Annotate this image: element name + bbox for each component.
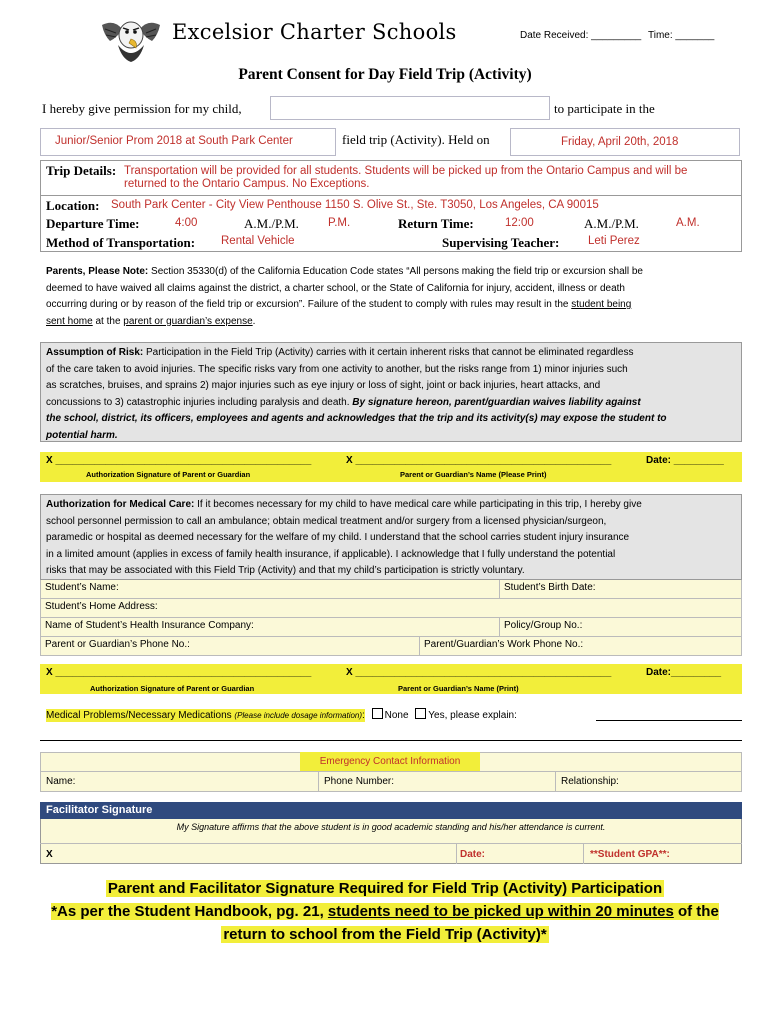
footer-line-2 xyxy=(0,903,770,920)
emergency-col-2 xyxy=(555,771,556,792)
return-label: Return Time: xyxy=(398,216,474,231)
facilitator-signature[interactable]: X xyxy=(46,849,53,860)
held-on-label: field trip (Activity). Held on xyxy=(342,132,490,147)
medical-problems-colon: : xyxy=(362,710,365,721)
facilitator-col-2 xyxy=(583,843,584,864)
emergency-name[interactable]: Name: xyxy=(46,776,76,787)
footer-line-3 xyxy=(0,926,770,943)
medical-text-3: paramedic or hospital as deemed necessary for the welfare of my child. I understand that the school carries student injury insurance xyxy=(46,532,630,543)
work-phone-label: Parent/Guardian’s Work Phone No.: xyxy=(424,639,584,650)
event-field[interactable] xyxy=(40,128,336,156)
medical-text-4: in a limited amount (applies in excess of family health insurance, if applicable). I acknowledge that I fully understand the potential xyxy=(46,548,616,560)
emergency-relationship[interactable]: Relationship: xyxy=(561,776,619,787)
facilitator-divider xyxy=(40,843,742,844)
parent-signature-1[interactable]: X ______________________________________________ xyxy=(46,455,312,466)
none-label: None xyxy=(384,710,409,721)
parent-name-caption-1: Parent or Guardian’s Name (Please Print) xyxy=(400,470,547,479)
note-text-4-mid: at the xyxy=(92,315,124,327)
explain-line-2[interactable] xyxy=(40,740,742,741)
trip-date-field[interactable] xyxy=(510,128,740,156)
note-text-2: deemed to have waived all claims against the district, a charter school, or the State of California for injury, accident, illness or death xyxy=(46,282,625,294)
medical-authorization xyxy=(46,497,740,580)
work-phone-field[interactable] xyxy=(420,637,742,656)
trip-details-line1: Transportation will be provided for all students. Students will be picked up from the Ontario Campus and will be xyxy=(124,165,688,177)
footer-line-2-underline: students need to be picked up within 20 minutes xyxy=(327,903,674,920)
risk-text-6-bold: potential harm. xyxy=(46,429,118,441)
note-text-4-underline-2: parent or guardian’s expense xyxy=(123,315,253,327)
teacher-label: Supervising Teacher: xyxy=(442,235,560,250)
return-value[interactable]: 12:00 xyxy=(505,217,534,229)
trip-info-box xyxy=(40,196,742,252)
transport-label: Method of Transportation: xyxy=(46,235,196,250)
none-checkbox[interactable] xyxy=(372,708,383,719)
birth-date-label: Student’s Birth Date: xyxy=(504,582,596,593)
insurance-field[interactable] xyxy=(40,618,500,637)
location-label: Location: xyxy=(46,198,100,213)
footer-line-1 xyxy=(0,880,770,897)
time-label: Time: _______ xyxy=(647,30,715,41)
emergency-title: Emergency Contact Information xyxy=(300,752,480,771)
date-received-label: Date Received: _________ xyxy=(520,30,642,41)
return-ampm-label: A.M./P.M. xyxy=(584,216,639,231)
parent-name-1[interactable]: X ______________________________________________ xyxy=(346,455,612,466)
parent-name-caption-2: Parent or Guardian’s Name (Print) xyxy=(398,684,519,693)
parent-signature-caption-1: Authorization Signature of Parent or Guardian xyxy=(86,470,251,479)
parent-signature-2[interactable]: X ______________________________________________ xyxy=(46,667,312,678)
medical-label: Authorization for Medical Care: xyxy=(46,499,195,510)
insurance-label: Name of Student’s Health Insurance Company: xyxy=(45,620,254,631)
medical-problems-hint: (Please include dosage information) xyxy=(234,711,363,720)
facilitator-col-1 xyxy=(456,843,457,864)
risk-text-4: concussions to 3) catastrophic injuries including paralysis and death. xyxy=(46,396,353,408)
trip-date-value: Friday, April 20th, 2018 xyxy=(561,136,679,148)
guardian-phone-field[interactable] xyxy=(40,637,420,656)
student-name-field[interactable] xyxy=(40,580,500,599)
transport-value[interactable]: Rental Vehicle xyxy=(221,235,295,247)
teacher-value[interactable]: Leti Perez xyxy=(588,235,640,247)
footer-line-3-text: return to school from the Field Trip (Activity)* xyxy=(223,926,547,943)
student-gpa[interactable]: **Student GPA**: xyxy=(590,849,670,860)
explain-line[interactable] xyxy=(596,720,742,721)
risk-text-4-bold: By signature hereon, parent/guardian waives liability against xyxy=(352,396,641,408)
facilitator-title: Facilitator Signature xyxy=(46,804,153,816)
school-name: Excelsior Charter Schools xyxy=(172,20,457,44)
medical-text-5: risks that may be associated with this Field Trip (Activity) and that my child’s participation is strictly voluntary. xyxy=(46,565,525,576)
parents-note xyxy=(46,264,746,330)
birth-date-field[interactable] xyxy=(500,580,742,599)
page-title: Parent Consent for Day Field Trip (Activity) xyxy=(238,66,532,83)
footer-line-2b: of the xyxy=(673,903,719,920)
to-participate-label: to participate in the xyxy=(554,101,655,116)
parent-signature-caption-2: Authorization Signature of Parent or Guardian xyxy=(90,684,255,693)
return-ampm-value[interactable]: A.M. xyxy=(676,217,700,229)
note-text-4-underline-1: sent home xyxy=(46,315,93,327)
medical-problems-row xyxy=(46,708,517,721)
risk-text-3: as scratches, bruises, and sprains 2) major injuries such as eye injury or loss of sight, joint or back injuries, heart attacks, and xyxy=(46,380,601,391)
guardian-phone-label: Parent or Guardian’s Phone No.: xyxy=(45,639,190,650)
home-address-label: Student’s Home Address: xyxy=(45,601,158,612)
note-text-4-end: . xyxy=(252,315,256,327)
footer-line-1-text: Parent and Facilitator Signature Required for Field Trip (Activity) Participation xyxy=(107,880,663,897)
facilitator-affirm: My Signature affirms that the above student is in good academic standing and his/her attendance is current. xyxy=(176,822,606,832)
eagle-logo xyxy=(100,15,162,63)
note-text-1: Section 35330(d) of the California Education Code states “All persons making the field trip or excursion shall be xyxy=(148,266,643,277)
departure-value[interactable]: 4:00 xyxy=(175,217,198,229)
assumption-of-risk xyxy=(46,345,740,444)
note-text-3-underline: student being xyxy=(571,299,632,310)
parent-name-2[interactable]: X ______________________________________________ xyxy=(346,667,612,678)
risk-label: Assumption of Risk: xyxy=(46,347,144,358)
facilitator-date[interactable]: Date: xyxy=(460,849,486,860)
departure-ampm-value[interactable]: P.M. xyxy=(328,217,351,229)
yes-checkbox[interactable] xyxy=(415,708,426,719)
note-text-3: occurring during or by reason of the field trip or excursion”. Failure of the student to comply with rules may result in the xyxy=(46,299,572,310)
medical-text-2: school personnel permission to call an ambulance; obtain medical treatment and/or surgery from a licensed physician/surgeon, xyxy=(46,515,607,527)
policy-field[interactable] xyxy=(500,618,742,637)
yes-label: Yes, please explain: xyxy=(428,710,517,721)
trip-details-field[interactable] xyxy=(124,163,740,194)
event-value: Junior/Senior Prom 2018 at South Park Center xyxy=(55,135,293,147)
location-value[interactable]: South Park Center - City View Penthouse 1150 S. Olive St., Ste. T3050, Los Angeles, CA 90015 xyxy=(111,199,599,211)
date-received-field xyxy=(520,30,714,41)
note-label: Parents, Please Note: xyxy=(46,266,149,277)
departure-ampm-label: A.M./P.M. xyxy=(244,216,299,231)
child-name-field[interactable] xyxy=(270,96,550,120)
home-address-field[interactable] xyxy=(40,599,742,618)
medical-text-1: If it becomes necessary for my child to have medical care while participating in this trip, I hereby give xyxy=(194,499,642,510)
trip-details-label: Trip Details: xyxy=(46,163,117,178)
emergency-divider xyxy=(40,771,742,772)
emergency-phone[interactable]: Phone Number: xyxy=(324,776,395,787)
facilitator-header xyxy=(40,802,742,819)
signature-date-2[interactable]: Date:_________ xyxy=(646,667,722,678)
signature-date-1[interactable]: Date: _________ xyxy=(646,455,724,466)
risk-text-5-bold: the school, district, its officers, employees and agents and acknowledges that the trip and its activity(s) may expose the student to xyxy=(46,413,667,424)
student-name-label: Student’s Name: xyxy=(45,582,119,593)
medical-problems-label-wrap xyxy=(46,709,365,722)
departure-label: Departure Time: xyxy=(46,216,140,231)
policy-label: Policy/Group No.: xyxy=(504,620,583,631)
emergency-col-1 xyxy=(318,771,319,792)
risk-text-2: of the care taken to avoid injuries. The specific risks vary from one activity to another, but the risks range from 1) minor injuries such xyxy=(46,363,628,375)
permission-lead: I hereby give permission for my child, xyxy=(42,101,242,116)
trip-details-line2: returned to the Ontario Campus. No Exceptions. xyxy=(124,178,370,190)
risk-text-1: Participation in the Field Trip (Activity) carries with it certain inherent risks that cannot be eliminated regardless xyxy=(143,347,634,358)
medical-problems-label: Medical Problems/Necessary Medications xyxy=(46,710,232,721)
footer-line-2a: *As per the Student Handbook, pg. 21, xyxy=(51,903,328,920)
